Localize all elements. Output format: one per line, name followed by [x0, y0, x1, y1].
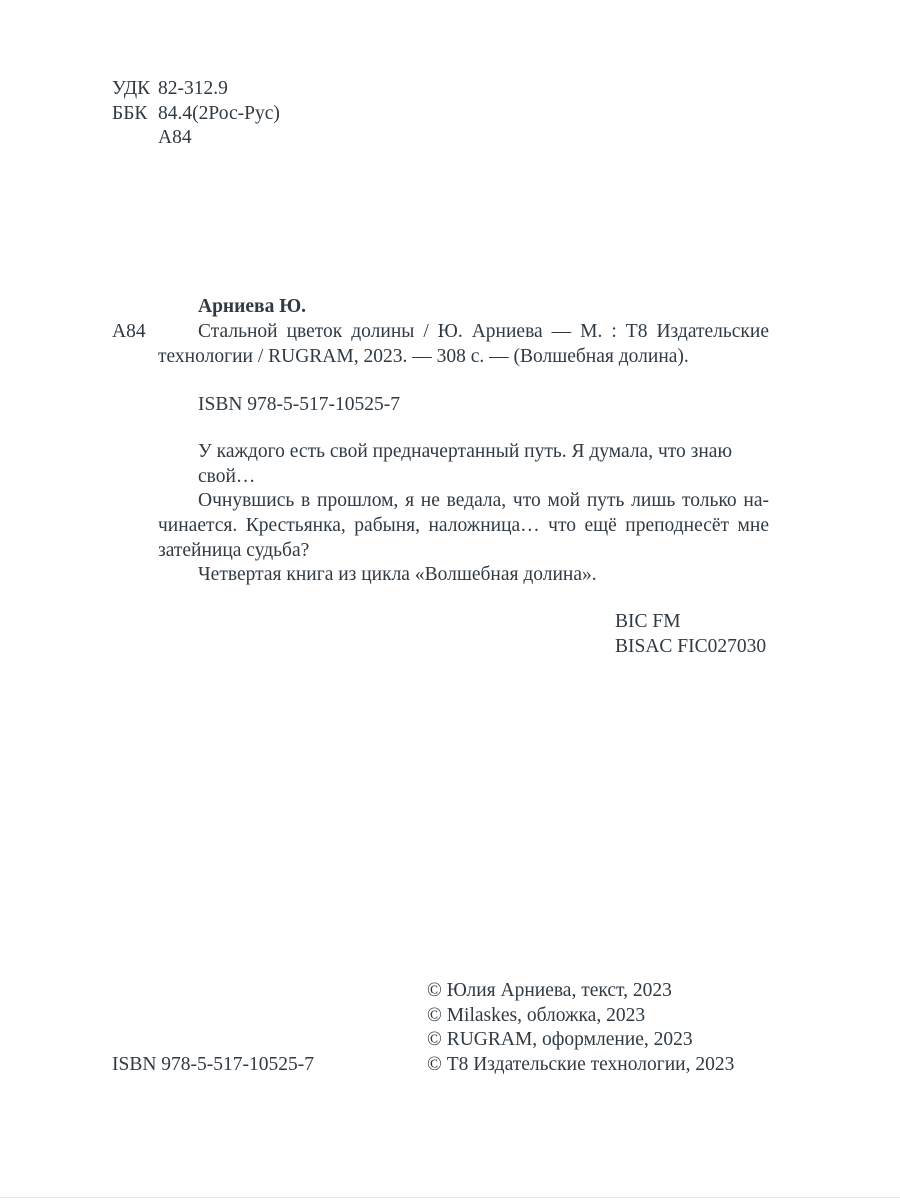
udk-value: 82-312.9: [158, 78, 228, 99]
series-note: Четвертая книга из цикла «Волшебная долина».: [198, 564, 597, 585]
annotation-line: У каждого есть свой предначертанный путь. Я думала, что знаю свой…: [198, 441, 733, 487]
copyright-line: © Юлия Арниева, текст, 2023: [427, 980, 672, 1001]
annotation-line: чинается. Крестьянка, рабыня, наложница… что ещё преподнесёт мне: [158, 515, 769, 537]
catalog-line: Стальной цветок долины / Ю. Арниева — М. : Т8 Издательские: [198, 321, 769, 342]
copyright-block: [427, 979, 734, 1078]
bbk-line: [112, 102, 280, 127]
copyright-line: © RUGRAM, оформление, 2023: [427, 1029, 693, 1051]
author-heading: Арниева Ю.: [198, 296, 307, 317]
annotation-line: затейница судьба?: [158, 539, 310, 561]
annotation: [158, 440, 769, 564]
bbk-value: 84.4(2Рос-Рус): [158, 102, 280, 124]
author-sign: А84: [158, 127, 192, 149]
catalog-entry: [112, 320, 769, 369]
copyright-line: © Т8 Издательские технологии, 2023: [427, 1054, 735, 1076]
meta-codes-block: [112, 77, 280, 151]
isbn-top: ISBN 978-5-517-10525-7: [198, 394, 401, 415]
udk-label: УДК: [112, 78, 151, 99]
copyright-line: © Milaskes, обложка, 2023: [427, 1004, 646, 1026]
classification-codes: [615, 610, 766, 659]
catalog-line: технологии / RUGRAM, 2023. — 308 с. — (Волшебная долина).: [158, 345, 689, 367]
annotation-line: Очнувшись в прошлом, я не ведала, что мой путь лишь только на-: [198, 490, 769, 512]
bbk-label: ББК: [112, 102, 148, 124]
isbn-bottom: ISBN 978-5-517-10525-7: [112, 1054, 315, 1075]
udk-line: [112, 77, 280, 102]
bic-code: BIC FM: [615, 611, 681, 632]
bisac-code: BISAC FIC027030: [615, 635, 767, 657]
catalog-author-sign: А84: [112, 321, 146, 342]
author-sign-line: [112, 126, 280, 151]
